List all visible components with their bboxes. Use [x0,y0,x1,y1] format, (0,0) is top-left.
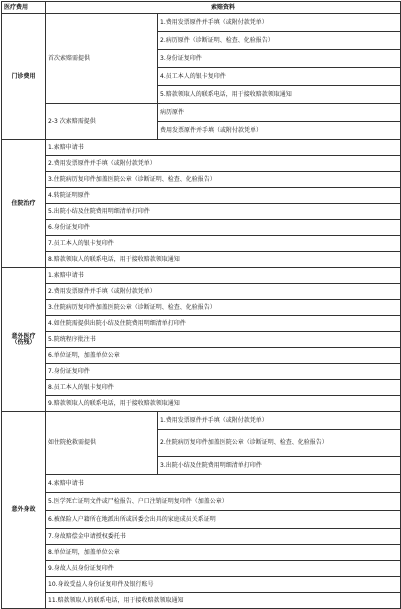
table-row [2,561,401,577]
table-row [2,412,401,430]
category-accidental-death: 意外身故 [2,412,46,609]
table-row [2,493,401,511]
header-category: 医疗费用 [2,2,46,14]
table-row [2,529,401,545]
list-item: 1.索赔申请书 [46,140,401,156]
list-item: 5.院统程序批注书 [46,332,401,348]
header-materials: 索赔资料 [46,2,401,14]
category-inpatient: 住院治疗 [2,140,46,268]
list-item: 5.出院小结及住院费用明细清单打印件 [46,204,401,220]
category-title-line-1: 意外医疗 [11,332,36,340]
list-item: 9.赔款领取人的联系电话，用于接收赔款领取通知 [46,396,401,412]
table-row [2,332,401,348]
table-row [2,380,401,396]
table-row [2,364,401,380]
list-item: 费用发票原件并手填（或附付款凭单） [158,122,401,140]
condition-first-claim: 首次索赔需提供 [46,14,158,104]
list-item: 4.如住院需提供出院小结及住院费用明细清单打印件 [46,316,401,332]
table-row [2,348,401,364]
list-item: 2.费用发票原件并手填（或附付款凭单） [46,156,401,172]
list-item: 11.赔款领取人的联系电话，用于接收赔款领取通知 [46,593,401,609]
list-item: 4.转院证明原件 [46,188,401,204]
category-outpatient: 门诊费用 [2,14,46,140]
table-row [2,220,401,236]
condition-repeat-claim: 2-3 次索赔需提供 [46,104,158,140]
list-item: 3.身份证复印件 [158,50,401,68]
list-item: 4.索赔申请书 [46,475,401,493]
list-item: 8.员工本人的银卡复印件 [46,380,401,396]
list-item: 4.员工本人的银卡复印件 [158,68,401,86]
list-item: 3.住院病历复印件加盖医院公章（诊断证明、检查、化验报告） [46,172,401,188]
table-row [2,268,401,284]
list-item: 7.身故赔偿金申请授权委托书 [46,529,401,545]
table-row [2,188,401,204]
table-row [2,545,401,561]
table-row [2,300,401,316]
table-row [2,14,401,32]
table-row [2,252,401,268]
table-row [2,577,401,593]
condition-rescue: 如住院抢救需提供 [46,412,158,475]
table-row [2,140,401,156]
table-row [2,172,401,188]
list-item: 3.出院小结及住院费用明细清单打印件 [158,457,401,475]
list-item: 病历原件 [158,104,401,122]
list-item: 7.员工本人的银卡复印件 [46,236,401,252]
table-row [2,204,401,220]
claims-materials-table [1,1,401,609]
table-row [2,316,401,332]
category-accident-medical [2,268,46,412]
table-row [2,475,401,493]
list-item: 5.赔款领取人的联系电话，用于接收赔款领取通知 [158,86,401,104]
table-row [2,593,401,609]
table-row [2,104,401,122]
list-item: 7.身份证复印件 [46,364,401,380]
list-item: 2.费用发票原件并手填（或附付款凭单） [46,284,401,300]
list-item: 8.赔款领取人的联系电话，用于接收赔款领取通知 [46,252,401,268]
table-row [2,511,401,529]
category-title-line-2: （伤残） [11,338,36,346]
table-row [2,284,401,300]
list-item: 9.身故人员身份证复印件 [46,561,401,577]
list-item: 6.单位证明，加盖单位公章 [46,348,401,364]
list-item: 1.索赔申请书 [46,268,401,284]
table-row [2,396,401,412]
list-item: 1.费用发票原件并手填（或附付款凭单） [158,14,401,32]
list-item: 2.病历原件（诊断证明、检查、化验报告） [158,32,401,50]
list-item: 2.住院病历复印件加盖医院公章（诊断证明、检查、化验报告） [158,430,401,457]
list-item: 10.身故受益人身份证复印件及银行账号 [46,577,401,593]
table-row [2,156,401,172]
list-item: 3.住院病历复印件加盖医院公章（诊断证明、检查、化验报告） [46,300,401,316]
list-item: 6.被保险人户籍所在地派出所或居委会出具的家庭成员关系证明 [46,511,401,529]
table-header-row [2,2,401,14]
table-row [2,236,401,252]
list-item: 1.费用发票原件并手填（或附付款凭单） [158,412,401,430]
list-item: 8.单位证明，加盖单位公章 [46,545,401,561]
list-item: 5.医学死亡证明文件或尸检报告、户口注销证明复印件（加盖公章） [46,493,401,511]
list-item: 6.身份证复印件 [46,220,401,236]
